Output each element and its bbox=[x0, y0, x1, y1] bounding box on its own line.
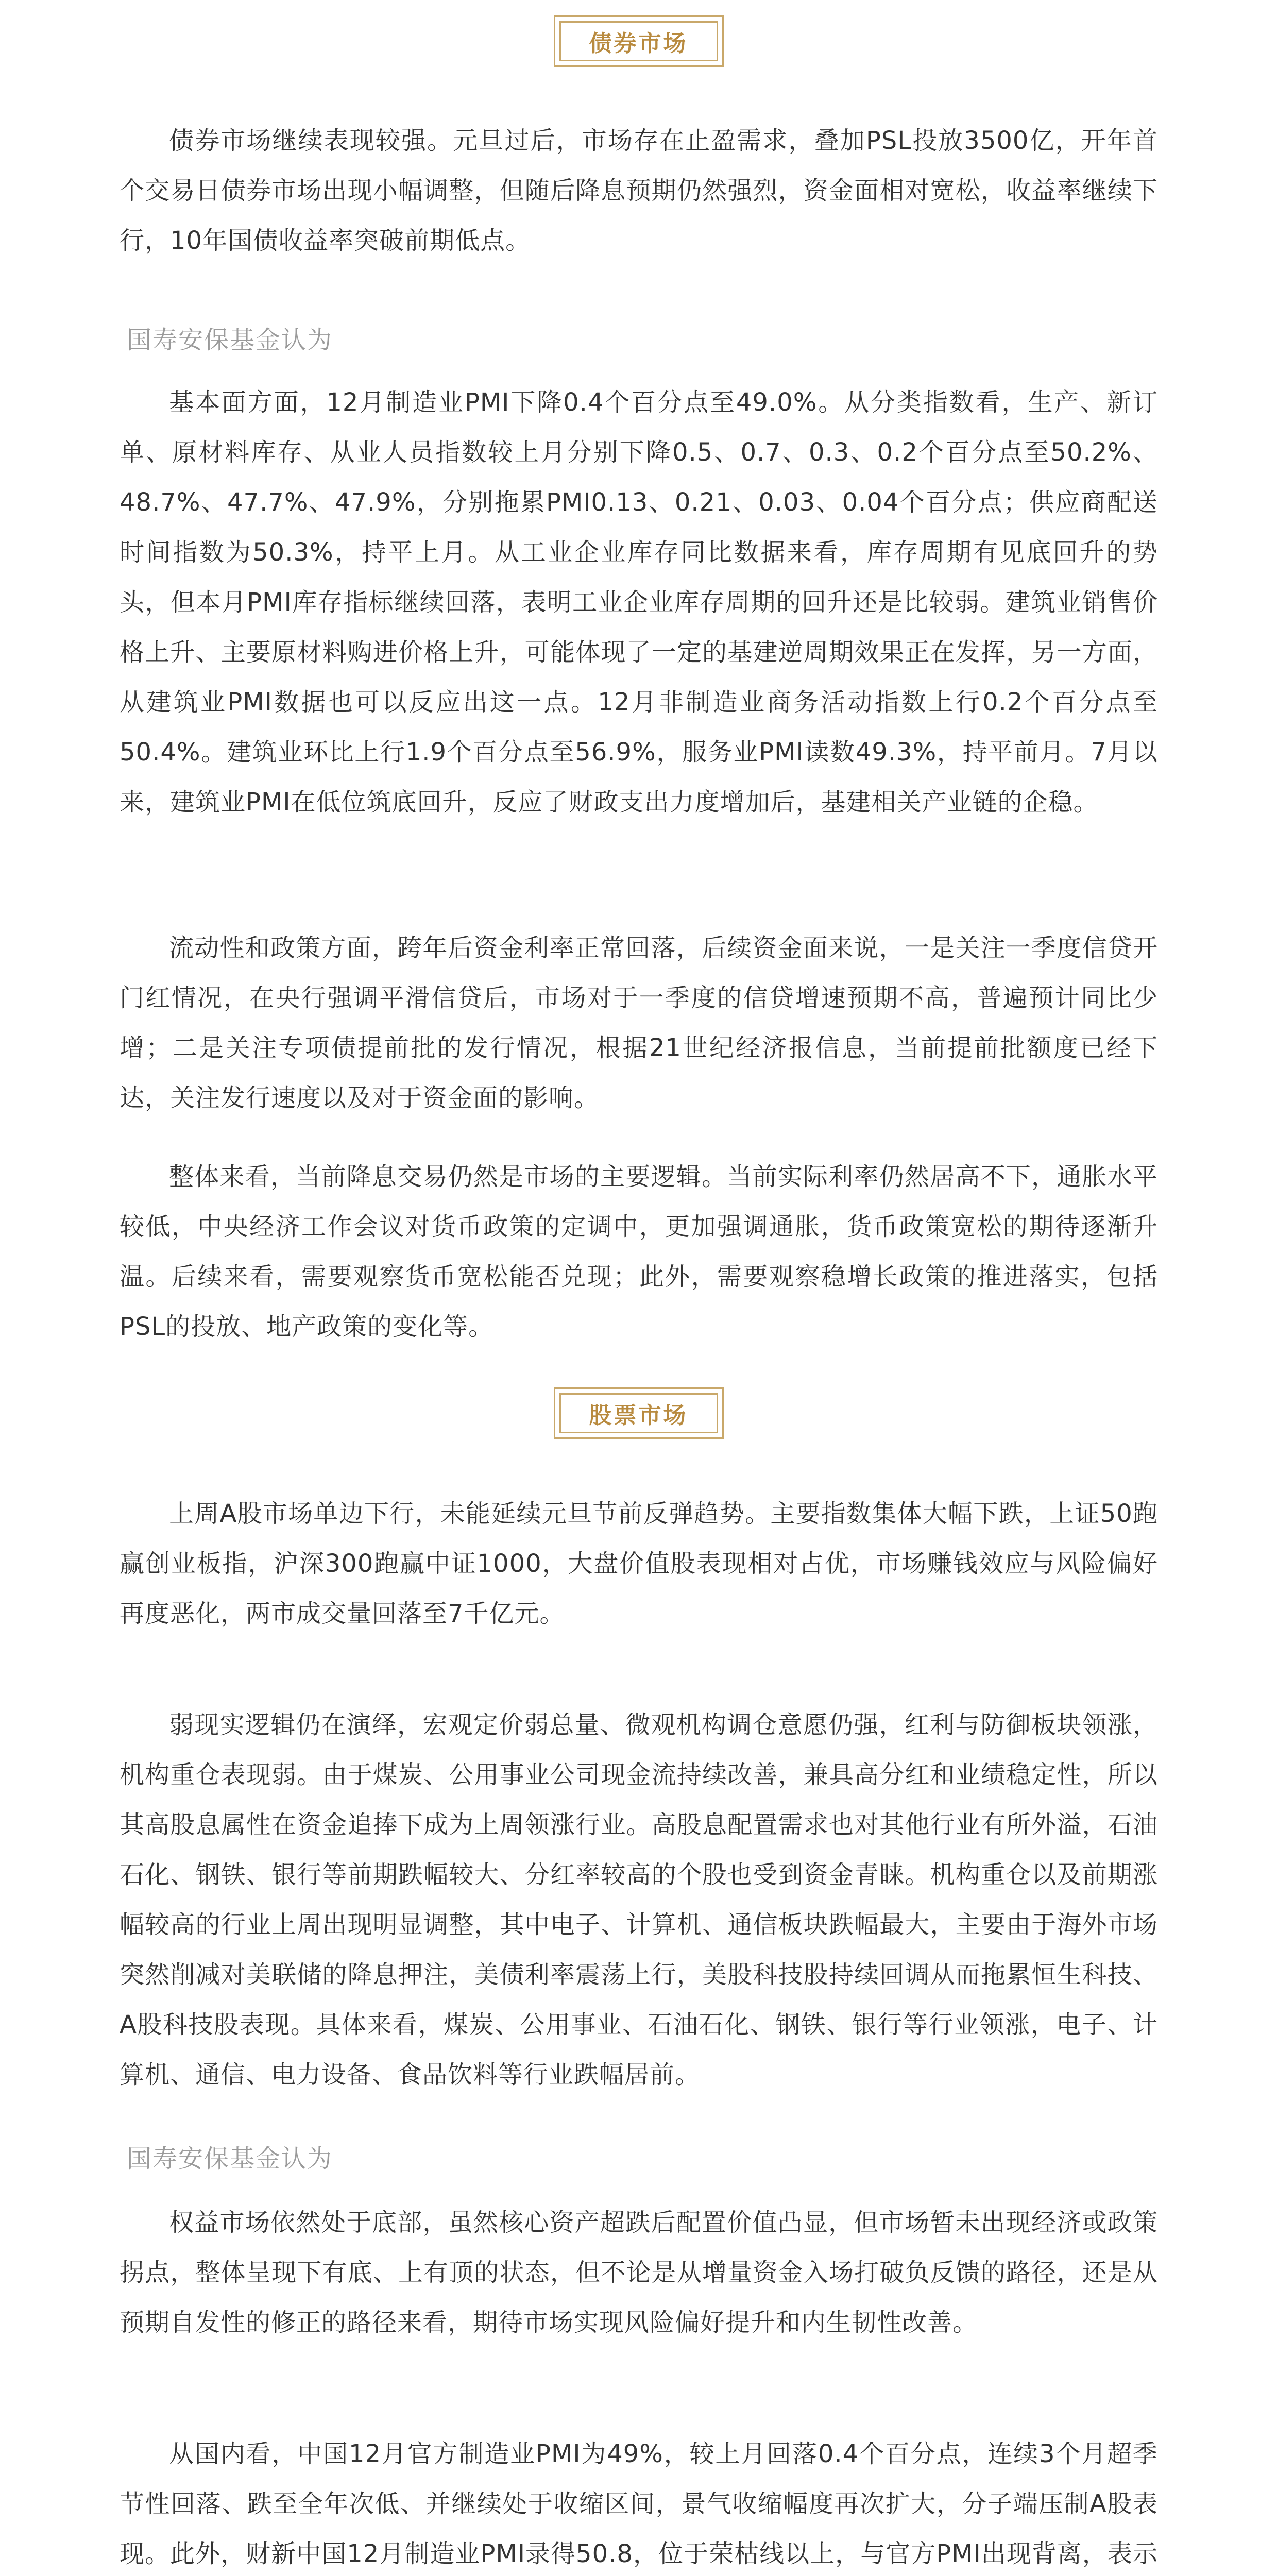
bond-section-title-frame bbox=[554, 15, 724, 67]
bond-paragraph-1: 债券市场继续表现较强。元旦过后，市场存在止盈需求，叠加PSL投放3500亿，开年首个交易日债券市场出现小幅调整，但随后降息预期仍然强烈，资金面相对宽松，收益率继续下行，10年国债收益率突破前期低点。 bbox=[120, 126, 1158, 255]
stock-analyst-subhead: 国寿安保基金认为 bbox=[127, 2144, 333, 2173]
bond-paragraph-4: 整体来看，当前降息交易仍然是市场的主要逻辑。当前实际利率仍然居高不下，通胀水平较低，中央经济工作会议对货币政策的定调中，更加强调通胀，货币政策宽松的期待逐渐升温。后续来看，需要观察货币宽松能否兑现；此外，需要观察稳增长政策的推进落实，包括PSL的投放、地产政策的变化等。 bbox=[120, 1162, 1158, 1341]
bond-section-header bbox=[0, 15, 1277, 67]
stock-section-title: 股票市场 bbox=[559, 1393, 718, 1433]
stock-section-title-frame bbox=[554, 1387, 724, 1439]
stock-paragraph-4: 从国内看，中国12月官方制造业PMI为49%，较上月回落0.4个百分点，连续3个月超季节性回落、跌至全年次低、并继续处于收缩区间，景气收缩幅度再次扩大，分子端压制A股表现。此外，财新中国12月制造业PMI录得50.8，位于荣枯线以上，与官方PMI出现背离，表示 bbox=[120, 2439, 1158, 2568]
stock-paragraph-1: 上周A股市场单边下行，未能延续元旦节前反弹趋势。主要指数集体大幅下跌，上证50跑赢创业板指，沪深300跑赢中证1000，大盘价值股表现相对占优，市场赚钱效应与风险偏好再度恶化，两市成交量回落至7千亿元。 bbox=[120, 1499, 1158, 1628]
bond-section-title: 债券市场 bbox=[559, 21, 718, 61]
stock-section-header bbox=[0, 1387, 1277, 1439]
stock-paragraph-2: 弱现实逻辑仍在演绎，宏观定价弱总量、微观机构调仓意愿仍强，红利与防御板块领涨，机构重仓表现弱。由于煤炭、公用事业公司现金流持续改善，兼具高分红和业绩稳定性，所以其高股息属性在资金追捧下成为上周领涨行业。高股息配置需求也对其他行业有所外溢，石油石化、钢铁、银行等前期跌幅较大、分红率较高的个股也受到资金青睐。机构重仓以及前期涨幅较高的行业上周出现明显调整，其中电子、计算机、通信板块跌幅最大，主要由于海外市场突然削减对美联储的降息押注，美债利率震荡上行，美股科技股持续回调从而拖累恒生科技、A股科技股表现。具体来看，煤炭、公用事业、石油石化、钢铁、银行等行业领涨，电子、计算机、通信、电力设备、食品饮料等行业跌幅居前。 bbox=[120, 1710, 1158, 2089]
bond-analyst-subhead: 国寿安保基金认为 bbox=[127, 326, 333, 354]
stock-paragraph-3: 权益市场依然处于底部，虽然核心资产超跌后配置价值凸显，但市场暂未出现经济或政策拐点，整体呈现下有底、上有顶的状态，但不论是从增量资金入场打破负反馈的路径，还是从预期自发性的修正的路径来看，期待市场实现风险偏好提升和内生韧性改善。 bbox=[120, 2208, 1158, 2337]
bond-paragraph-2: 基本面方面，12月制造业PMI下降0.4个百分点至49.0%。从分类指数看，生产、新订单、原材料库存、从业人员指数较上月分别下降0.5、0.7、0.3、0.2个百分点至50.2%、48.7%、47.7%、47.9%，分别拖累PMI0.13、0.21、0.03、0.04个百分点；供应商配送时间指数为50.3%，持平上月。从工业企业库存同比数据来看，库存周期有见底回升的势头，但本月PMI库存指标继续回落，表明工业企业库存周期的回升还是比较弱。建筑业销售价格上升、主要原材料购进价格上升，可能体现了一定的基建逆周期效果正在发挥，另一方面，从建筑业PMI数据也可以反应出这一点。12月非制造业商务活动指数上行0.2个百分点至50.4%。建筑业环比上行1.9个百分点至56.9%，服务业PMI读数49.3%，持平前月。7月以来，建筑业PMI在低位筑底回升，反应了财政支出力度增加后，基建相关产业链的企稳。 bbox=[120, 388, 1158, 817]
bond-paragraph-3: 流动性和政策方面，跨年后资金利率正常回落，后续资金面来说，一是关注一季度信贷开门红情况，在央行强调平滑信贷后，市场对于一季度的信贷增速预期不高，普遍预计同比少增；二是关注专项债提前批的发行情况，根据21世纪经济报信息，当前提前批额度已经下达，关注发行速度以及对于资金面的影响。 bbox=[120, 934, 1158, 1112]
